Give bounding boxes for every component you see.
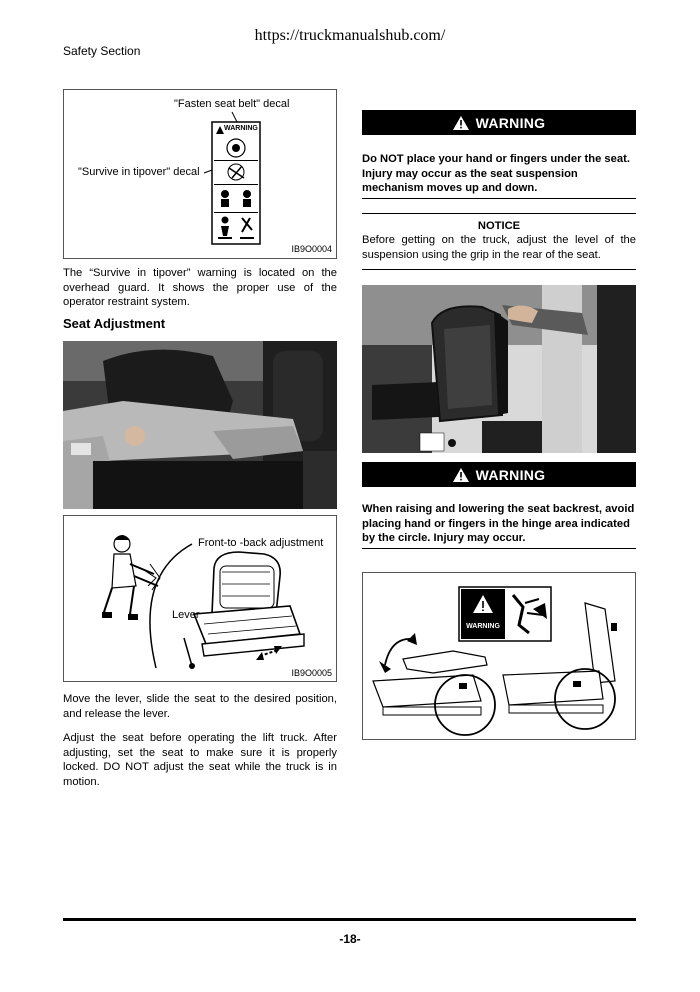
figure-seat-adjust: [63, 515, 337, 682]
paragraph-adjust-seat: Adjust the seat before operating the lift truck. After adjusting, set the seat to make sure it is properly locked. DO NOT adjust the seat while the truck is in motion.: [63, 732, 337, 788]
warning-triangle-icon: [453, 116, 469, 130]
divider: [362, 269, 636, 270]
notice-title: NOTICE: [477, 220, 521, 232]
figure-code: IB9O0004: [291, 244, 332, 254]
decal-warning-header: WARNING: [224, 125, 258, 132]
warning-text-2: When raising and lowering the seat backrest, avoid placing hand or fingers in the hinge area indicated by the circle. Injury may occur.: [362, 503, 635, 544]
warning-bar-1: [362, 110, 636, 135]
divider: [362, 198, 636, 199]
figure-code: IB9O0005: [291, 668, 332, 678]
heading-seat-adjustment: Seat Adjustment: [63, 316, 166, 331]
footer-divider: [63, 918, 636, 921]
photo-seat-backrest: [362, 285, 636, 453]
seat-illustration: [184, 552, 304, 669]
decal-panel: [212, 122, 260, 244]
figure-decals: [63, 89, 337, 259]
paragraph-move-lever: Move the lever, slide the seat to the desired position, and release the lever.: [63, 693, 337, 720]
page-number: -18-: [339, 932, 361, 946]
label-lever: Lever: [172, 609, 200, 621]
section-title: Safety Section: [63, 44, 141, 58]
warning-bar-2: [362, 462, 636, 487]
header-url: https://truckmanualshub.com/: [254, 27, 446, 44]
warning-text-1: Do NOT place your hand or fingers under the seat. Injury may occur as the seat suspension mechanism moves up and down.: [362, 153, 630, 194]
warning-decal: [459, 587, 551, 641]
label-survive-tipover: "Survive in tipover" decal: [78, 166, 200, 178]
divider: [362, 213, 636, 214]
decal-label: WARNING: [466, 623, 500, 630]
label-front-back-adjust: Front-to -back adjustment: [198, 537, 324, 549]
figure-hinge-area: [362, 572, 636, 740]
divider: [362, 548, 636, 549]
notice-text: Before getting on the truck, adjust the level of the suspension using the grip in the rear of the seat.: [362, 234, 636, 261]
warning-title-1: WARNING: [475, 114, 546, 131]
photo-operator-seat: [63, 341, 337, 509]
warning-title-2: WARNING: [475, 466, 546, 483]
seat-reclined: [373, 651, 487, 715]
warning-triangle-icon: [453, 468, 469, 482]
paragraph-tipover: The “Survive in tipover” warning is located on the overhead guard. It shows the proper use of the operator restraint system.: [63, 267, 337, 308]
label-fasten-belt: "Fasten seat belt" decal: [174, 98, 290, 110]
